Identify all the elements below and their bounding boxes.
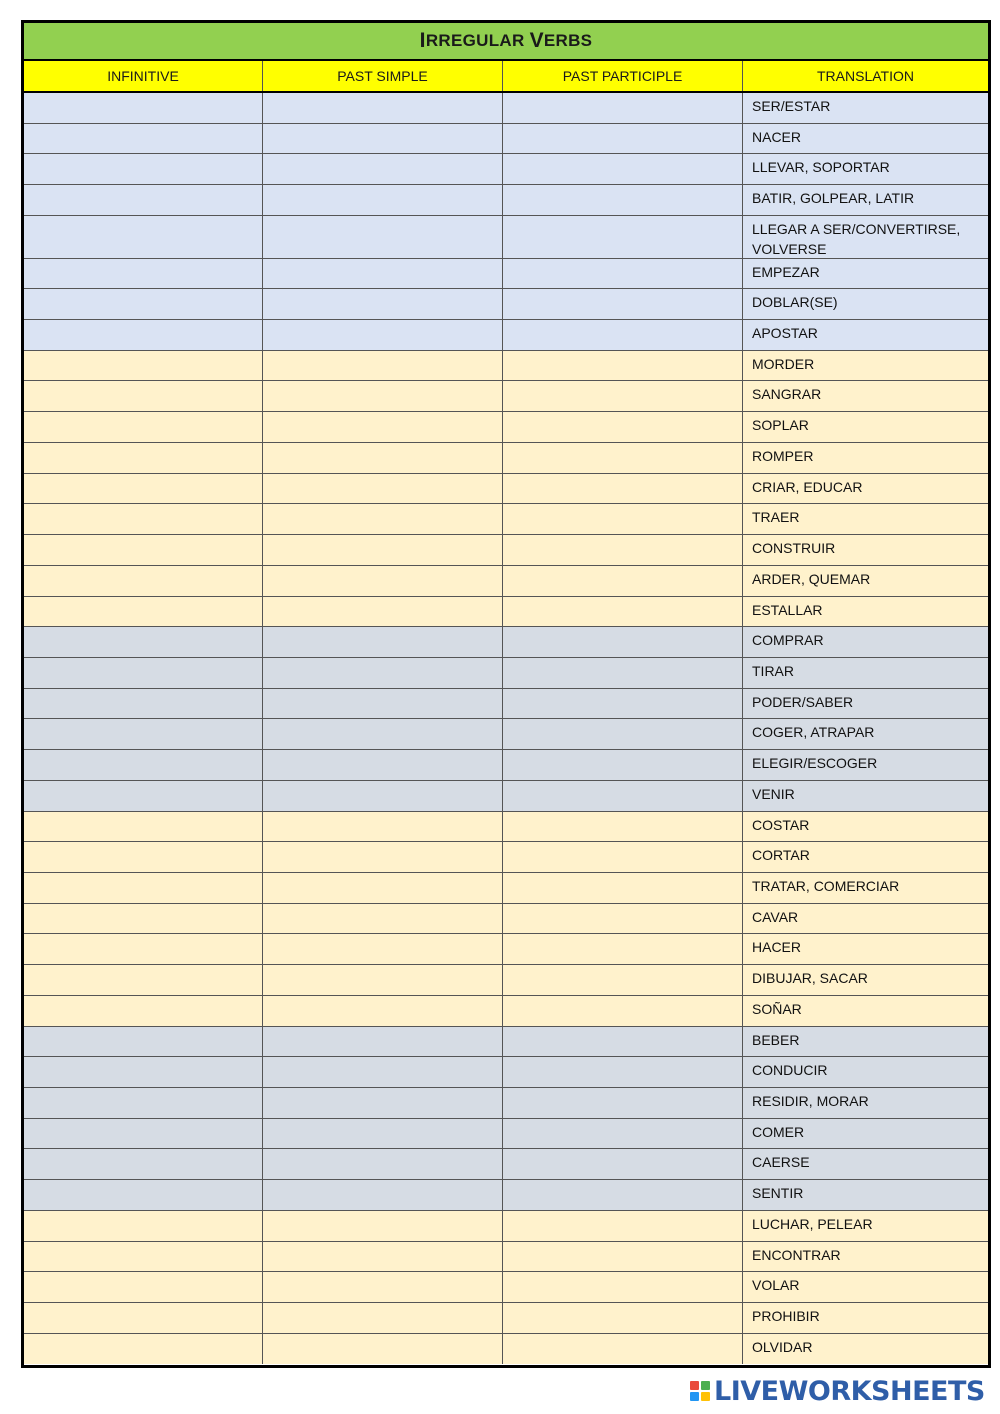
table-row	[24, 124, 988, 155]
table-row	[24, 781, 988, 812]
translation-cell: CAERSE	[752, 1154, 810, 1171]
past-simple-answer-cell[interactable]	[263, 719, 503, 749]
translation-cell: HACER	[752, 939, 802, 956]
translation-cell: PROHIBIR	[752, 1308, 820, 1325]
past-participle-answer-cell[interactable]	[503, 535, 743, 565]
table-row	[24, 474, 988, 505]
past-participle-answer-cell[interactable]	[503, 289, 743, 319]
past-participle-answer-cell[interactable]	[503, 904, 743, 934]
past-simple-answer-cell[interactable]	[263, 597, 503, 627]
table-row	[24, 504, 988, 535]
infinitive-answer-cell[interactable]	[24, 1149, 263, 1179]
infinitive-answer-cell[interactable]	[24, 259, 263, 289]
past-participle-answer-cell[interactable]	[503, 1119, 743, 1149]
translation-cell: CRIAR, EDUCAR	[752, 478, 863, 495]
past-simple-answer-cell[interactable]	[263, 504, 503, 534]
past-participle-answer-cell[interactable]	[503, 566, 743, 596]
table-row	[24, 412, 988, 443]
past-simple-answer-cell[interactable]	[263, 474, 503, 504]
infinitive-answer-cell[interactable]	[24, 781, 263, 811]
past-simple-answer-cell[interactable]	[263, 1088, 503, 1118]
table-row	[24, 750, 988, 781]
past-simple-answer-cell[interactable]	[263, 873, 503, 903]
infinitive-answer-cell[interactable]	[24, 154, 263, 184]
infinitive-answer-cell[interactable]	[24, 381, 263, 411]
header-past-simple: PAST SIMPLE	[263, 61, 503, 91]
past-participle-answer-cell[interactable]	[503, 1272, 743, 1302]
past-simple-answer-cell[interactable]	[263, 320, 503, 350]
table-row	[24, 1211, 988, 1242]
infinitive-answer-cell[interactable]	[24, 658, 263, 688]
translation-cell: VOLAR	[752, 1277, 800, 1294]
translation-cell: CONSTRUIR	[752, 540, 836, 557]
infinitive-answer-cell[interactable]	[24, 1180, 263, 1210]
translation-cell: EMPEZAR	[752, 263, 820, 280]
translation-cell: MORDER	[752, 355, 815, 372]
past-simple-answer-cell[interactable]	[263, 566, 503, 596]
infinitive-answer-cell[interactable]	[24, 812, 263, 842]
past-participle-answer-cell[interactable]	[503, 658, 743, 688]
past-simple-answer-cell[interactable]	[263, 289, 503, 319]
infinitive-answer-cell[interactable]	[24, 124, 263, 154]
past-participle-answer-cell[interactable]	[503, 750, 743, 780]
infinitive-answer-cell[interactable]	[24, 904, 263, 934]
past-participle-answer-cell[interactable]	[503, 1149, 743, 1179]
past-simple-answer-cell[interactable]	[263, 904, 503, 934]
past-participle-answer-cell[interactable]	[503, 320, 743, 350]
infinitive-answer-cell[interactable]	[24, 934, 263, 964]
table-row	[24, 1119, 988, 1150]
infinitive-answer-cell[interactable]	[24, 1027, 263, 1057]
infinitive-answer-cell[interactable]	[24, 719, 263, 749]
past-participle-answer-cell[interactable]	[503, 1088, 743, 1118]
translation-cell: OLVIDAR	[752, 1338, 813, 1355]
past-participle-answer-cell[interactable]	[503, 1334, 743, 1365]
table-row	[24, 320, 988, 351]
past-participle-answer-cell[interactable]	[503, 93, 743, 123]
infinitive-answer-cell[interactable]	[24, 597, 263, 627]
infinitive-answer-cell[interactable]	[24, 1272, 263, 1302]
translation-cell: TIRAR	[752, 662, 794, 679]
infinitive-answer-cell[interactable]	[24, 351, 263, 381]
translation-cell: ESTALLAR	[752, 601, 823, 618]
past-participle-answer-cell[interactable]	[503, 781, 743, 811]
infinitive-answer-cell[interactable]	[24, 996, 263, 1026]
infinitive-answer-cell[interactable]	[24, 965, 263, 995]
translation-cell: ELEGIR/ESCOGER	[752, 755, 878, 772]
table-row	[24, 443, 988, 474]
table-row	[24, 597, 988, 628]
past-simple-answer-cell[interactable]	[263, 658, 503, 688]
translation-cell: LLEGAR A SER/CONVERTIRSE, VOLVERSE	[752, 220, 961, 257]
translation-cell: LUCHAR, PELEAR	[752, 1215, 873, 1232]
infinitive-answer-cell[interactable]	[24, 474, 263, 504]
title-word-1: RREGULAR	[425, 31, 525, 50]
past-simple-answer-cell[interactable]	[263, 996, 503, 1026]
infinitive-answer-cell[interactable]	[24, 1088, 263, 1118]
table-row	[24, 904, 988, 935]
past-participle-answer-cell[interactable]	[503, 1242, 743, 1272]
infinitive-answer-cell[interactable]	[24, 289, 263, 319]
past-simple-answer-cell[interactable]	[263, 812, 503, 842]
past-simple-answer-cell[interactable]	[263, 93, 503, 123]
past-participle-answer-cell[interactable]	[503, 1027, 743, 1057]
table-row	[24, 842, 988, 873]
table-row	[24, 259, 988, 290]
table-row	[24, 289, 988, 320]
table-row	[24, 996, 988, 1027]
table-row	[24, 1303, 988, 1334]
header-past-participle: PAST PARTICIPLE	[503, 61, 743, 91]
past-participle-answer-cell[interactable]	[503, 154, 743, 184]
translation-cell: PODER/SABER	[752, 693, 854, 710]
translation-cell: LLEVAR, SOPORTAR	[752, 159, 890, 176]
table-row	[24, 1242, 988, 1273]
past-participle-answer-cell[interactable]	[503, 719, 743, 749]
infinitive-answer-cell[interactable]	[24, 1119, 263, 1149]
past-participle-answer-cell[interactable]	[503, 351, 743, 381]
past-participle-answer-cell[interactable]	[503, 689, 743, 719]
infinitive-answer-cell[interactable]	[24, 320, 263, 350]
past-simple-answer-cell[interactable]	[263, 216, 503, 258]
infinitive-answer-cell[interactable]	[24, 1211, 263, 1241]
table-row	[24, 1057, 988, 1088]
translation-cell: ARDER, QUEMAR	[752, 570, 871, 587]
past-participle-answer-cell[interactable]	[503, 185, 743, 215]
past-simple-answer-cell[interactable]	[263, 965, 503, 995]
logo-text: LIVEWORKSHEETS	[714, 1375, 985, 1407]
past-simple-answer-cell[interactable]	[263, 750, 503, 780]
past-participle-answer-cell[interactable]	[503, 124, 743, 154]
past-simple-answer-cell[interactable]	[263, 124, 503, 154]
table-row	[24, 1088, 988, 1119]
table-row	[24, 1027, 988, 1058]
title-initial-1: I	[419, 29, 426, 52]
past-participle-answer-cell[interactable]	[503, 259, 743, 289]
infinitive-answer-cell[interactable]	[24, 750, 263, 780]
liveworksheets-logo-icon	[690, 1381, 710, 1401]
translation-cell: ROMPER	[752, 447, 814, 464]
infinitive-answer-cell[interactable]	[24, 842, 263, 872]
translation-cell: COGER, ATRAPAR	[752, 724, 875, 741]
past-participle-answer-cell[interactable]	[503, 597, 743, 627]
past-participle-answer-cell[interactable]	[503, 934, 743, 964]
infinitive-answer-cell[interactable]	[24, 93, 263, 123]
past-simple-answer-cell[interactable]	[263, 443, 503, 473]
past-participle-answer-cell[interactable]	[503, 1303, 743, 1333]
past-participle-answer-cell[interactable]	[503, 965, 743, 995]
translation-cell: SOPLAR	[752, 417, 809, 434]
past-simple-answer-cell[interactable]	[263, 1180, 503, 1210]
translation-cell: DIBUJAR, SACAR	[752, 970, 868, 987]
header-translation: TRANSLATION	[817, 68, 914, 84]
past-simple-answer-cell[interactable]	[263, 185, 503, 215]
liveworksheets-logo	[690, 1376, 985, 1406]
past-simple-answer-cell[interactable]	[263, 1027, 503, 1057]
table-row	[24, 934, 988, 965]
title-initial-2: V	[529, 29, 544, 52]
past-simple-answer-cell[interactable]	[263, 412, 503, 442]
header-infinitive: INFINITIVE	[24, 61, 263, 91]
translation-cell: SOÑAR	[752, 1000, 802, 1017]
infinitive-answer-cell[interactable]	[24, 1057, 263, 1087]
title-word-2: ERBS	[543, 31, 593, 50]
table-row	[24, 812, 988, 843]
past-participle-answer-cell[interactable]	[503, 873, 743, 903]
infinitive-answer-cell[interactable]	[24, 504, 263, 534]
past-simple-answer-cell[interactable]	[263, 1211, 503, 1241]
past-simple-answer-cell[interactable]	[263, 1303, 503, 1333]
past-participle-answer-cell[interactable]	[503, 443, 743, 473]
past-simple-answer-cell[interactable]	[263, 842, 503, 872]
past-simple-answer-cell[interactable]	[263, 1334, 503, 1365]
past-simple-answer-cell[interactable]	[263, 535, 503, 565]
table-row	[24, 965, 988, 996]
translation-cell: BEBER	[752, 1031, 800, 1048]
past-participle-answer-cell[interactable]	[503, 412, 743, 442]
infinitive-answer-cell[interactable]	[24, 412, 263, 442]
table-row	[24, 154, 988, 185]
past-simple-answer-cell[interactable]	[263, 934, 503, 964]
table-row	[24, 185, 988, 216]
translation-cell: ENCONTRAR	[752, 1246, 841, 1263]
past-participle-answer-cell[interactable]	[503, 1211, 743, 1241]
past-simple-answer-cell[interactable]	[263, 1242, 503, 1272]
translation-cell: COMER	[752, 1123, 805, 1140]
table-row	[24, 1334, 988, 1365]
past-participle-answer-cell[interactable]	[503, 1180, 743, 1210]
table-row	[24, 873, 988, 904]
past-participle-answer-cell[interactable]	[503, 842, 743, 872]
translation-cell: NACER	[752, 128, 802, 145]
translation-cell: SANGRAR	[752, 386, 822, 403]
translation-cell: CORTAR	[752, 847, 810, 864]
table-row	[24, 535, 988, 566]
table-row	[24, 566, 988, 597]
verbs-worksheet	[21, 20, 991, 1368]
translation-cell: CONDUCIR	[752, 1062, 828, 1079]
table-row	[24, 719, 988, 750]
table-header	[24, 61, 988, 93]
table-body	[24, 93, 988, 1364]
infinitive-answer-cell[interactable]	[24, 566, 263, 596]
past-simple-answer-cell[interactable]	[263, 1119, 503, 1149]
past-participle-answer-cell[interactable]	[503, 812, 743, 842]
infinitive-answer-cell[interactable]	[24, 1303, 263, 1333]
infinitive-answer-cell[interactable]	[24, 1242, 263, 1272]
past-participle-answer-cell[interactable]	[503, 627, 743, 657]
infinitive-answer-cell[interactable]	[24, 627, 263, 657]
table-row	[24, 1149, 988, 1180]
infinitive-answer-cell[interactable]	[24, 689, 263, 719]
past-simple-answer-cell[interactable]	[263, 154, 503, 184]
translation-cell: COMPRAR	[752, 632, 824, 649]
table-row	[24, 93, 988, 124]
past-participle-answer-cell[interactable]	[503, 1057, 743, 1087]
table-row	[24, 658, 988, 689]
past-participle-answer-cell[interactable]	[503, 381, 743, 411]
infinitive-answer-cell[interactable]	[24, 216, 263, 258]
past-simple-answer-cell[interactable]	[263, 781, 503, 811]
past-participle-answer-cell[interactable]	[503, 996, 743, 1026]
past-simple-answer-cell[interactable]	[263, 381, 503, 411]
translation-cell: BATIR, GOLPEAR, LATIR	[752, 190, 915, 207]
translation-cell: DOBLAR(SE)	[752, 294, 838, 311]
past-simple-answer-cell[interactable]	[263, 351, 503, 381]
translation-cell: TRAER	[752, 509, 800, 526]
table-row	[24, 627, 988, 658]
past-simple-answer-cell[interactable]	[263, 259, 503, 289]
past-simple-answer-cell[interactable]	[263, 689, 503, 719]
infinitive-answer-cell[interactable]	[24, 535, 263, 565]
table-row	[24, 381, 988, 412]
past-participle-answer-cell[interactable]	[503, 474, 743, 504]
past-simple-answer-cell[interactable]	[263, 1149, 503, 1179]
table-row	[24, 351, 988, 382]
translation-cell: APOSTAR	[752, 325, 818, 342]
table-row	[24, 216, 988, 259]
translation-cell: RESIDIR, MORAR	[752, 1093, 869, 1109]
translation-cell: VENIR	[752, 785, 795, 802]
table-row	[24, 1272, 988, 1303]
translation-cell: COSTAR	[752, 816, 810, 833]
infinitive-answer-cell[interactable]	[24, 443, 263, 473]
table-row	[24, 1180, 988, 1211]
translation-cell: CAVAR	[752, 908, 799, 925]
worksheet-title	[24, 23, 988, 61]
infinitive-answer-cell[interactable]	[24, 1334, 263, 1365]
past-simple-answer-cell[interactable]	[263, 1057, 503, 1087]
translation-cell: SENTIR	[752, 1185, 804, 1202]
infinitive-answer-cell[interactable]	[24, 185, 263, 215]
translation-cell: SER/ESTAR	[752, 98, 831, 114]
infinitive-answer-cell[interactable]	[24, 873, 263, 903]
past-participle-answer-cell[interactable]	[503, 504, 743, 534]
table-row	[24, 689, 988, 720]
past-participle-answer-cell[interactable]	[503, 216, 743, 258]
translation-cell: TRATAR, COMERCIAR	[752, 877, 900, 894]
past-simple-answer-cell[interactable]	[263, 1272, 503, 1302]
past-simple-answer-cell[interactable]	[263, 627, 503, 657]
